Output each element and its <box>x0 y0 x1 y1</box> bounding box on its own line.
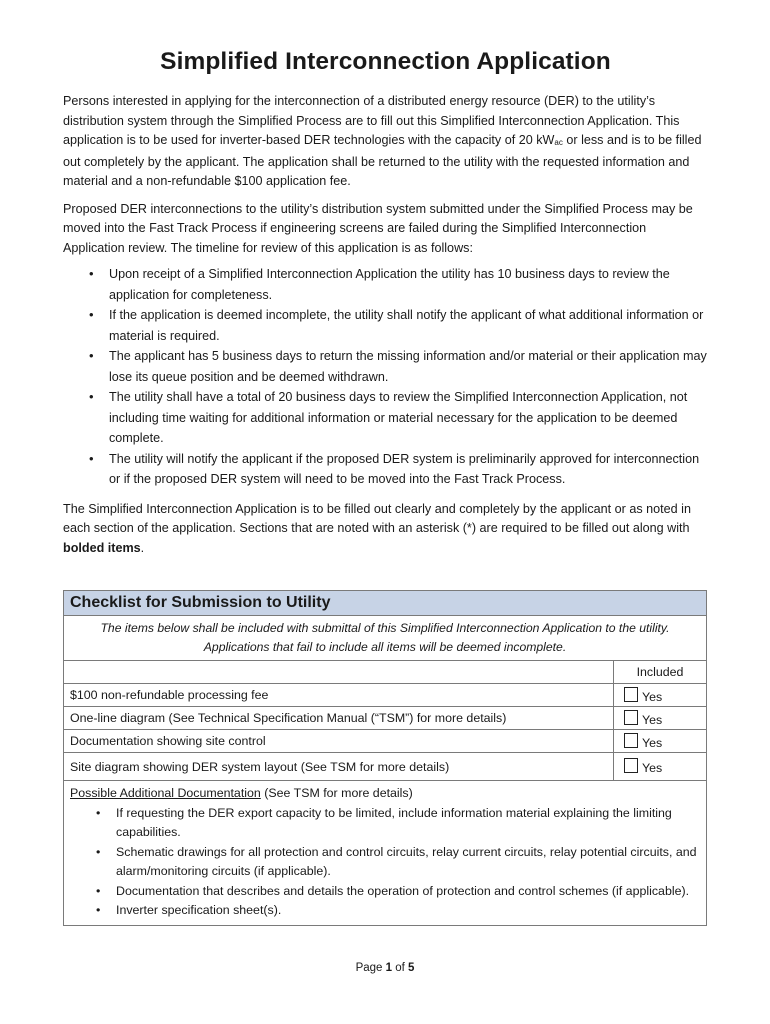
checkbox-label: Yes <box>642 689 663 704</box>
checklist-heading: Checklist for Submission to Utility <box>64 591 706 616</box>
timeline-list <box>63 264 708 490</box>
additional-item: • Inverter specification sheet(s). <box>116 901 700 921</box>
checkbox-label: Yes <box>642 735 663 750</box>
checklist-table <box>64 661 706 781</box>
intro-paragraph-2: Proposed DER interconnections to the utility’s distribution system submitted under the Simplified Process may be moved into the Fast Track Process if engineering screens are failed during the Simplified Interconnection Application review. The timeline for review of this application is as follows: <box>63 201 693 255</box>
checkbox-label: Yes <box>642 712 663 727</box>
intro-p3-bold: bolded items <box>63 540 141 555</box>
checkbox-fee[interactable] <box>624 687 638 702</box>
additional-list <box>70 804 700 921</box>
document-page <box>63 48 708 566</box>
page-title: Simplified Interconnection Application <box>160 48 611 75</box>
checklist-item-label: Documentation showing site control <box>64 730 614 753</box>
checklist-row <box>64 684 706 707</box>
additional-title: Possible Additional Documentation <box>70 786 261 800</box>
intro-p3-text-b: . <box>140 540 145 555</box>
checkbox-label: Yes <box>642 761 663 775</box>
footer-page-word: Page <box>355 962 386 974</box>
additional-item: • Documentation that describes and details the operation of protection and control schemes (if applicable). <box>116 882 700 902</box>
additional-note: (See TSM for more details) <box>260 786 413 800</box>
checklist-header-row <box>64 661 706 684</box>
timeline-item: • If the application is deemed incomplete, the utility shall notify the applicant of what additional information or material is required. <box>109 305 708 346</box>
checkbox-site-control[interactable] <box>624 733 638 748</box>
intro-p1-text-a: Persons interested in applying for the interconnection of a distributed energy resource (DER) to the utility’s distribution system through the Simplified Process are to fill out this Simplified Interconnection Application. This application is to be used for inverter-based DER technologies with the capacity of 20 kW <box>63 94 680 147</box>
checklist-yes-cell <box>614 684 707 707</box>
checkbox-site-diagram[interactable] <box>624 758 638 773</box>
timeline-item: • The utility will notify the applicant if the proposed DER system is preliminarily approved for interconnection or if the proposed DER system will need to be moved into the Fast Track Process. <box>109 449 708 490</box>
intro-p3-text-a: The Simplified Interconnection Application is to be filled out clearly and completely by the applicant or as noted in each section of the application. Sections that are noted with an asterisk (*) are required to be filled out along with <box>63 501 691 535</box>
additional-item: • Schematic drawings for all protection and control circuits, relay current circuits, relay potential circuits, and alarm/monitoring circuits (if applicable). <box>116 843 700 882</box>
page-footer <box>0 962 770 974</box>
checkbox-one-line-diagram[interactable] <box>624 710 638 725</box>
footer-page-total: 5 <box>408 962 415 974</box>
additional-item: • If requesting the DER export capacity to be limited, include information material explaining the limiting capabilities. <box>116 804 700 843</box>
checklist-yes-cell <box>614 730 707 753</box>
checklist-row <box>64 753 706 781</box>
checklist-header-blank <box>64 661 614 684</box>
timeline-item: • The applicant has 5 business days to return the missing information and/or material or their application may lose its queue position and be deemed withdrawn. <box>109 346 708 387</box>
checklist-yes-cell <box>614 753 707 781</box>
additional-title-line <box>70 784 700 804</box>
checklist-item-label: $100 non-refundable processing fee <box>64 684 614 707</box>
checklist-item-label: Site diagram showing DER system layout (See TSM for more details) <box>64 753 614 781</box>
submission-checklist <box>63 590 707 926</box>
footer-page-number: 1 <box>385 962 393 974</box>
included-header: Included <box>614 661 707 684</box>
checklist-yes-cell <box>614 707 707 730</box>
checklist-intro: The items below shall be included with submittal of this Simplified Interconnection Application to the utility. Applications that fail to include all items will be deemed incomplete. <box>64 616 706 661</box>
intro-p1-subscript: ac <box>554 138 563 147</box>
intro-p1-text-b: or less and is to be filled out completely by the applicant. The application shall be returned to the utility with the requested information and material and a non-refundable $100 application fee. <box>63 133 702 188</box>
checklist-item-label: One-line diagram (See Technical Specification Manual (“TSM”) for more details) <box>64 707 614 730</box>
footer-of-word: of <box>392 962 409 974</box>
intro-paragraph-1 <box>63 92 708 192</box>
checklist-row <box>64 707 706 730</box>
additional-documentation <box>64 781 706 925</box>
timeline-item: • Upon receipt of a Simplified Interconnection Application the utility has 10 business days to review the application for completeness. <box>109 264 708 305</box>
timeline-item: • The utility shall have a total of 20 business days to review the Simplified Interconnection Application, not including time waiting for additional information or material necessary for the application to be deemed complete. <box>109 387 708 449</box>
checklist-row <box>64 730 706 753</box>
intro-paragraph-3 <box>63 500 708 559</box>
